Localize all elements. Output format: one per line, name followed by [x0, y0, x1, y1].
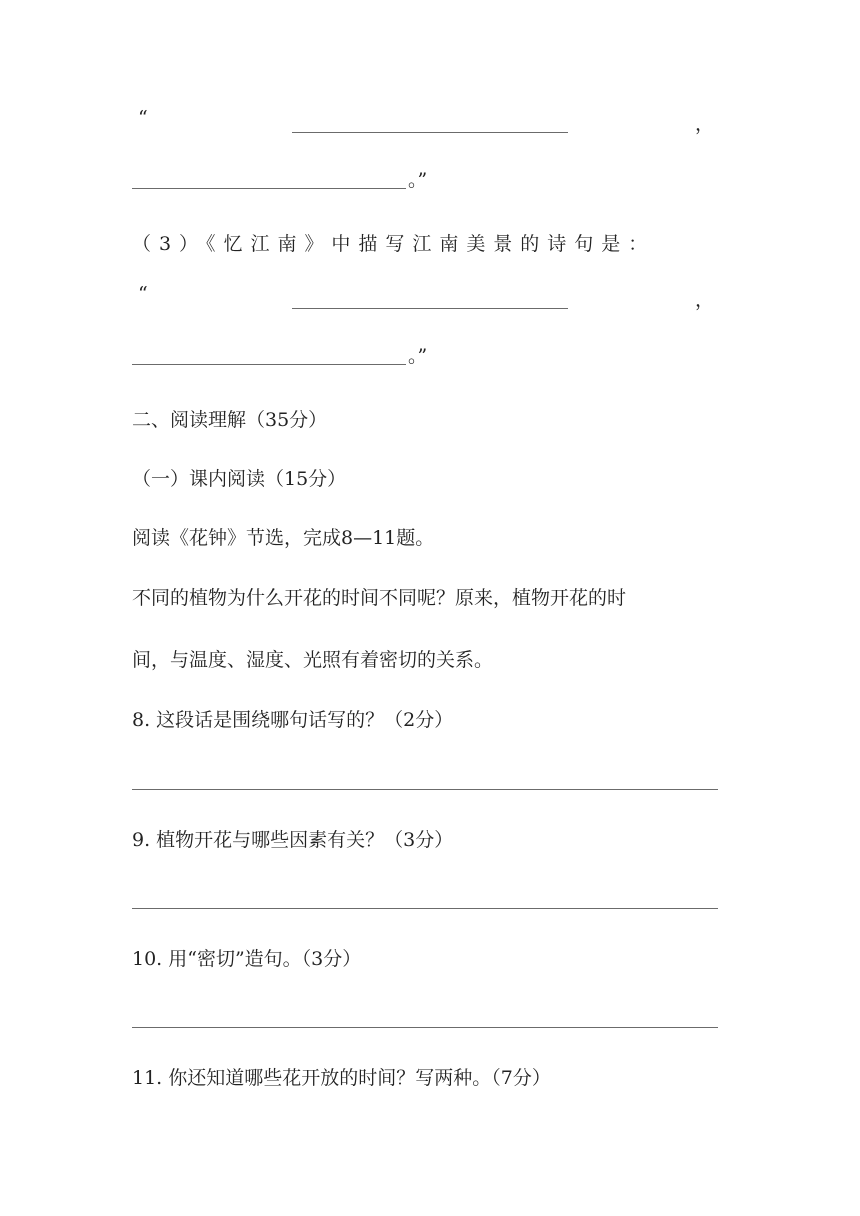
open-quote: “: [138, 283, 148, 305]
instruction: 阅读《花钟》节选，完成8—11题。: [132, 527, 435, 549]
answer-blank[interactable]: [132, 188, 406, 189]
section-title: 二、阅读理解（35分）: [132, 409, 328, 431]
question-9: 9. 植物开花与哪些因素有关？（3分）: [132, 829, 454, 851]
answer-blank[interactable]: [292, 308, 568, 309]
answer-line-q8[interactable]: [132, 789, 718, 790]
subsection-title: （一）课内阅读（15分）: [132, 468, 347, 490]
close-quote: 。”: [408, 345, 428, 367]
answer-line-q9[interactable]: [132, 908, 718, 909]
question-7-3-prompt: （3）《忆江南》中描写江南美景的诗句是：: [132, 233, 656, 255]
answer-line-q10[interactable]: [132, 1027, 718, 1028]
question-10: 10. 用“密切”造句。（3分）: [132, 948, 362, 970]
answer-blank[interactable]: [292, 132, 568, 133]
open-quote: “: [138, 107, 148, 129]
question-8: 8. 这段话是围绕哪句话写的？（2分）: [132, 709, 454, 731]
passage-line-1: 不同的植物为什么开花的时间不同呢？原来，植物开花的时: [132, 587, 627, 609]
passage-line-2: 间，与温度、湿度、光照有着密切的关系。: [132, 649, 494, 671]
comma: ，: [694, 113, 714, 135]
question-11: 11. 你还知道哪些花开放的时间？写两种。（7分）: [132, 1067, 551, 1089]
answer-blank[interactable]: [132, 364, 406, 365]
fill-blank-row-3: [132, 283, 714, 312]
fill-blank-row-1: [132, 107, 714, 136]
comma: ，: [694, 289, 714, 311]
close-quote: 。”: [408, 169, 428, 191]
